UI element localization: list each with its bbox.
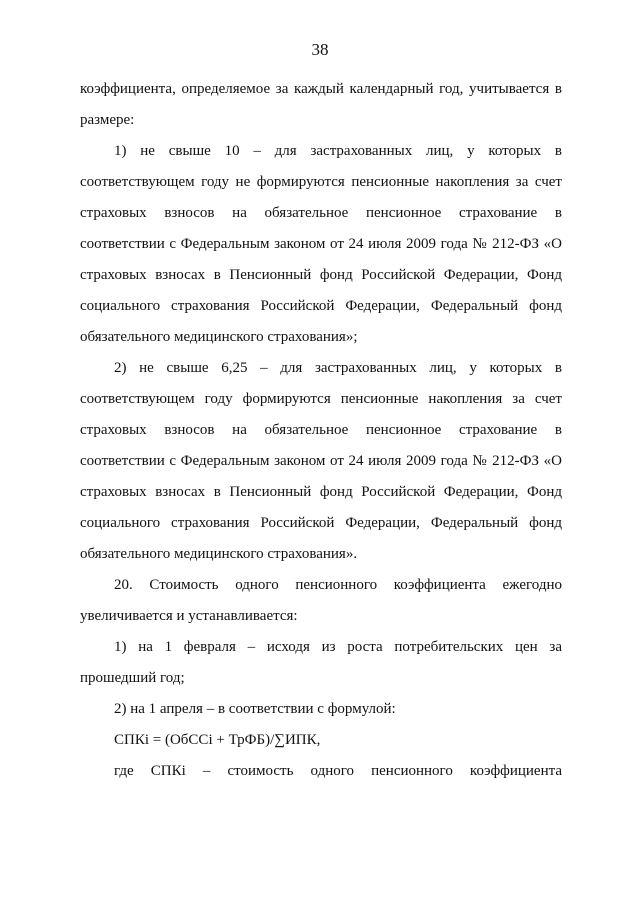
text-line: соответствии с Федеральным законом от 24 июля 2009 года № 212-ФЗ «О bbox=[80, 236, 562, 252]
text-line: размере: bbox=[80, 112, 135, 128]
page-number: 38 bbox=[311, 40, 329, 59]
text-line: увеличивается и устанавливается: bbox=[80, 608, 298, 624]
text-line: страховых взносах в Пенсионный фонд Российской Федерации, Фонд bbox=[80, 484, 562, 500]
text-line: 20. Стоимость одного пенсионного коэффициента ежегодно bbox=[114, 577, 562, 593]
text-line: социального страхования Российской Федерации, Федеральный фонд bbox=[80, 298, 562, 314]
text-line: страховых взносах в Пенсионный фонд Российской Федерации, Фонд bbox=[80, 267, 562, 283]
text-line: 2) не свыше 6,25 – для застрахованных лиц, у которых в bbox=[114, 360, 562, 376]
text-line: обязательного медицинского страхования». bbox=[80, 546, 358, 562]
text-line: коэффициента, определяемое за каждый календарный год, учитывается в bbox=[80, 81, 562, 97]
text-line: соответствующем году формируются пенсионные накопления за счет bbox=[80, 391, 562, 407]
text-line: 1) не свыше 10 – для застрахованных лиц, у которых в bbox=[114, 143, 562, 159]
text-line: прошедший год; bbox=[80, 670, 185, 686]
text-line: страховых взносов на обязательное пенсионное страхование в bbox=[80, 205, 562, 221]
text-line: где СПКi – стоимость одного пенсионного коэффициента bbox=[114, 763, 562, 779]
text-line: 2) на 1 апреля – в соответствии с формулой: bbox=[114, 701, 396, 717]
text-line: СПКi = (ОбССi + ТрФБ)/∑ИПК, bbox=[114, 732, 321, 748]
text-line: соответствующем году не формируются пенсионные накопления за счет bbox=[80, 174, 562, 190]
text-line: соответствии с Федеральным законом от 24 июля 2009 года № 212-ФЗ «О bbox=[80, 453, 562, 469]
text-line: социального страхования Российской Федерации, Федеральный фонд bbox=[80, 515, 562, 531]
text-line: 1) на 1 февраля – исходя из роста потребительских цен за bbox=[114, 639, 562, 655]
text-line: обязательного медицинского страхования»; bbox=[80, 329, 358, 345]
text-line: страховых взносов на обязательное пенсионное страхование в bbox=[80, 422, 562, 438]
body-text bbox=[80, 78, 562, 791]
